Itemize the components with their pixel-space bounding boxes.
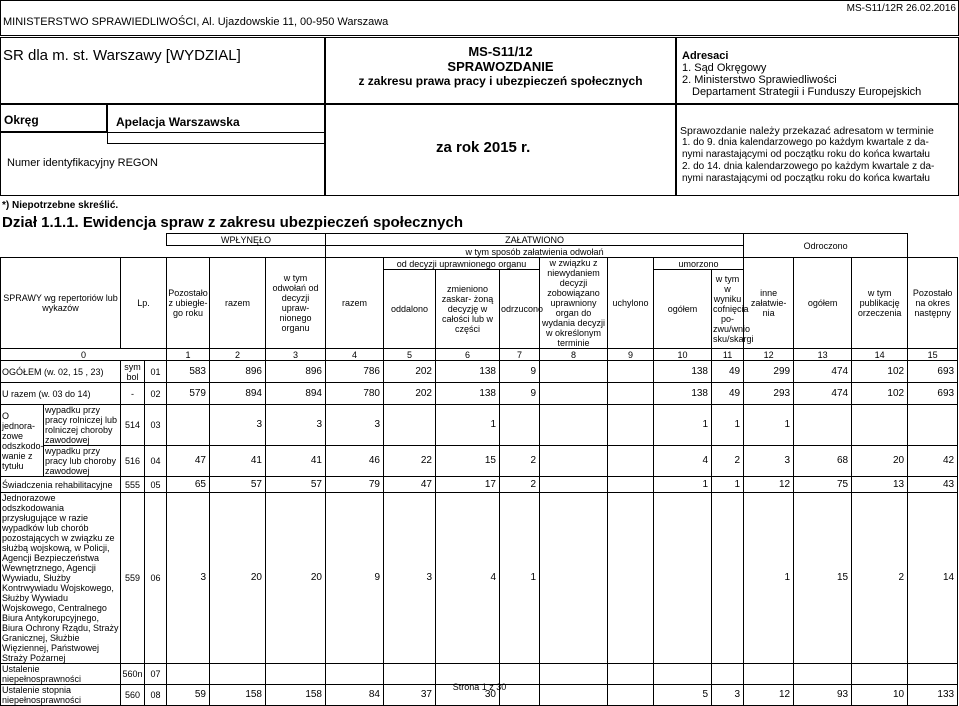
cell-value: 138 xyxy=(436,361,500,383)
cell-value: 474 xyxy=(794,361,852,383)
cell-value xyxy=(852,405,908,446)
cell-value: 57 xyxy=(266,477,326,493)
cell-value: 75 xyxy=(794,477,852,493)
cell-value: 1 xyxy=(500,493,540,664)
cell-value xyxy=(540,493,608,664)
col-lp: Lp. xyxy=(121,258,167,349)
col-number: 1 xyxy=(167,349,210,361)
cell-value: 133 xyxy=(908,685,958,706)
cell-value: 41 xyxy=(266,446,326,477)
col-odrzucono: odrzucono xyxy=(500,270,540,349)
cell-value: 17 xyxy=(436,477,500,493)
cell-value: 896 xyxy=(210,361,266,383)
cell-value xyxy=(794,405,852,446)
col-razem: razem xyxy=(210,258,266,349)
cell-value: 293 xyxy=(744,383,794,405)
cell-value: 42 xyxy=(908,446,958,477)
row-symbol: sym bol xyxy=(121,361,145,383)
report-year: za rok 2015 r. xyxy=(436,139,531,156)
okreg-box xyxy=(0,104,107,132)
col-od-decyzji: od decyzji uprawnionego organu xyxy=(384,258,540,270)
cell-value: 93 xyxy=(794,685,852,706)
appellate-name: Apelacja Warszawska xyxy=(116,115,240,129)
col-sprawy: SPRAWY wg repertoriów lub wykazów xyxy=(1,258,121,349)
col-pozostalo-next: Pozostało na okres następny xyxy=(908,258,958,349)
cell-value: 47 xyxy=(384,477,436,493)
row-symbol: 560n xyxy=(121,664,145,685)
col-number: 4 xyxy=(326,349,384,361)
data-table xyxy=(0,233,958,706)
cell-value: 3 xyxy=(167,493,210,664)
cell-value: 138 xyxy=(654,361,712,383)
cell-value: 41 xyxy=(210,446,266,477)
col-pozostalo-prev: Pozostało z ubiegłe- go roku xyxy=(167,258,210,349)
court-box xyxy=(0,37,325,104)
cell-value: 4 xyxy=(654,446,712,477)
regon-label: Numer identyfikacyjny REGON xyxy=(7,157,158,169)
report-title: SPRAWOZDANIE xyxy=(447,59,554,74)
col-number: 11 xyxy=(712,349,744,361)
row-lp: 08 xyxy=(145,685,167,706)
cell-value: 894 xyxy=(210,383,266,405)
cell-value: 780 xyxy=(326,383,384,405)
cell-value: 13 xyxy=(852,477,908,493)
deadline-2b: nymi narastającymi od początku roku do końca kwartału xyxy=(682,173,930,184)
row-label: Ustalenie niepełnosprawności xyxy=(1,664,121,685)
cell-value xyxy=(540,383,608,405)
table-row xyxy=(1,446,958,477)
col-wplynelo: WPŁYNĘŁO xyxy=(167,234,326,246)
cell-value: 65 xyxy=(167,477,210,493)
cell-value: 43 xyxy=(908,477,958,493)
col-number: 13 xyxy=(794,349,852,361)
column-number-row xyxy=(1,349,958,361)
cell-value: 583 xyxy=(167,361,210,383)
deadline-1b: nymi narastającymi od początku roku do końca kwartału xyxy=(682,149,930,160)
section-title: Dział 1.1.1. Ewidencja spraw z zakresu ubezpieczeń społecznych xyxy=(2,214,464,231)
cell-value: 84 xyxy=(326,685,384,706)
col-number: 8 xyxy=(540,349,608,361)
cell-value: 15 xyxy=(794,493,852,664)
cell-value: 202 xyxy=(384,383,436,405)
col-oddalono: oddalono xyxy=(384,270,436,349)
cell-value: 30 xyxy=(436,685,500,706)
cell-value: 5 xyxy=(654,685,712,706)
cell-value xyxy=(712,493,744,664)
cell-value: 59 xyxy=(167,685,210,706)
cell-value xyxy=(540,405,608,446)
row-symbol: 514 xyxy=(121,405,145,446)
cell-value: 46 xyxy=(326,446,384,477)
col-uchylono: uchylono xyxy=(608,258,654,349)
col-number: 0 xyxy=(1,349,167,361)
cell-value: 9 xyxy=(326,493,384,664)
year-box xyxy=(325,104,676,196)
cell-value xyxy=(608,477,654,493)
col-sposob: w tym sposób załatwienia odwołań xyxy=(326,246,744,258)
cell-value: 15 xyxy=(436,446,500,477)
col-number: 14 xyxy=(852,349,908,361)
col-number: 7 xyxy=(500,349,540,361)
cell-value: 2 xyxy=(500,477,540,493)
col-number: 12 xyxy=(744,349,794,361)
row-lp: 01 xyxy=(145,361,167,383)
cell-value xyxy=(608,383,654,405)
row-lp: 05 xyxy=(145,477,167,493)
row-label: OGÓŁEM (w. 02, 15 , 23) xyxy=(1,361,121,383)
okreg-label: Okręg xyxy=(4,113,39,127)
addressees-label: Adresaci xyxy=(682,50,729,62)
row-label: Jednorazowe odszkodowania przysługujące w razie wypadków lub chorób pozostających w związku ze służbą wojskową, w Policji, Agencji Bezpieczeństwa Wewnętrznego, Agencji Wywiadu, Służby Kontrwywiadu Wojskowego, Służby Wywiadu Wojskowego, Centralnego Biura Antykorupcyjnego, Biura Ochrony Rządu, Straży Granicznej, Służbie Więziennej, Państwowej Straży Pożarnej xyxy=(2,493,119,663)
cell-value: 9 xyxy=(500,383,540,405)
cell-value: 1 xyxy=(744,493,794,664)
cell-value xyxy=(608,446,654,477)
cell-value: 49 xyxy=(712,383,744,405)
report-title-box xyxy=(325,37,676,104)
cell-value xyxy=(384,405,436,446)
cell-value: 12 xyxy=(744,685,794,706)
row-label: wypadku przy pracy rolniczej lub rolniczej choroby zawodowej xyxy=(44,405,121,446)
row-lp: 02 xyxy=(145,383,167,405)
cell-value: 14 xyxy=(908,493,958,664)
cell-value: 68 xyxy=(794,446,852,477)
cell-value: 49 xyxy=(712,361,744,383)
cell-value: 20 xyxy=(852,446,908,477)
cell-value: 138 xyxy=(436,383,500,405)
cell-value: 894 xyxy=(266,383,326,405)
report-subtitle: z zakresu prawa pracy i ubezpieczeń społecznych xyxy=(358,74,643,88)
row-label: wypadku przy pracy lub choroby zawodowej xyxy=(44,446,121,477)
col-number: 10 xyxy=(654,349,712,361)
cell-value: 37 xyxy=(384,685,436,706)
col-zwiazku: w związku z niewydaniem decyzji zobowiązano uprawniony organ do wydania decyzji w określonym terminie xyxy=(540,258,608,349)
col-number: 15 xyxy=(908,349,958,361)
col-number: 3 xyxy=(266,349,326,361)
col-razem2: razem xyxy=(326,258,384,349)
cell-value: 579 xyxy=(167,383,210,405)
cell-value xyxy=(500,405,540,446)
addressee-2: 2. Ministerstwo Sprawiedliwości xyxy=(682,74,837,86)
cell-value: 10 xyxy=(852,685,908,706)
row-lp: 04 xyxy=(145,446,167,477)
cell-value: 3 xyxy=(266,405,326,446)
cell-value: 1 xyxy=(712,477,744,493)
cell-value: 47 xyxy=(167,446,210,477)
cell-value: 202 xyxy=(384,361,436,383)
col-number: 9 xyxy=(608,349,654,361)
cell-value: 3 xyxy=(744,446,794,477)
row-label: Ustalenie stopnia niepełnosprawności xyxy=(1,685,121,706)
cell-value: 1 xyxy=(744,405,794,446)
table-row xyxy=(1,493,958,664)
col-odroczono: Odroczono xyxy=(744,234,908,258)
cell-value: 102 xyxy=(852,361,908,383)
cell-value: 9 xyxy=(500,361,540,383)
report-id: MS-S11/12 xyxy=(468,44,533,59)
cell-value xyxy=(608,405,654,446)
group-label: O jednora- zowe odszkodo- wanie z tytułu xyxy=(1,405,44,477)
row-symbol: 555 xyxy=(121,477,145,493)
cell-value: 22 xyxy=(384,446,436,477)
row-lp: 06 xyxy=(145,493,167,664)
cell-value: 3 xyxy=(326,405,384,446)
row-symbol: 559 xyxy=(121,493,145,664)
cell-value xyxy=(908,405,958,446)
col-ogolem: ogółem xyxy=(654,270,712,349)
deadline-2a: 2. do 14. dnia kalendarzowego po każdym kwartale z da- xyxy=(682,161,935,172)
regon-box xyxy=(0,132,325,196)
col-wtym-cofniecia: w tym w wyniku cofnięcia po- zwu/wnio sku/skargi xyxy=(712,270,744,349)
row-lp: 07 xyxy=(145,664,167,685)
cell-value: 474 xyxy=(794,383,852,405)
cell-value xyxy=(654,493,712,664)
cell-value: 299 xyxy=(744,361,794,383)
deadline-box xyxy=(676,104,959,196)
cell-value: 158 xyxy=(266,685,326,706)
row-label: Świadczenia rehabilitacyjne xyxy=(1,477,121,493)
cell-value: 2 xyxy=(500,446,540,477)
col-zmieniono: zmieniono zaskar- żoną decyzję w całości lub w części xyxy=(436,270,500,349)
cell-value: 102 xyxy=(852,383,908,405)
col-umorzono: umorzono xyxy=(654,258,744,270)
table-row xyxy=(1,383,958,405)
col-wtym-odwolan: w tym odwołań od decyzji upraw- nionego organu xyxy=(266,258,326,349)
cell-value: 2 xyxy=(852,493,908,664)
deadline-1a: 1. do 9. dnia kalendarzowego po każdym kwartale z da- xyxy=(682,137,929,148)
cell-value xyxy=(167,405,210,446)
court-name: SR dla m. st. Warszawy [WYDZIAL] xyxy=(3,47,241,64)
table-row xyxy=(1,361,958,383)
col-number: 2 xyxy=(210,349,266,361)
form-code: MS-S11/12R 26.02.2016 xyxy=(846,3,956,14)
cell-value xyxy=(608,493,654,664)
col-inne: inne załatwie- nia xyxy=(744,258,794,349)
cell-value: 786 xyxy=(326,361,384,383)
cell-value: 79 xyxy=(326,477,384,493)
col-wtym-publikacje: w tym publikację orzeczenia xyxy=(852,258,908,349)
row-symbol: 516 xyxy=(121,446,145,477)
col-zalatwiono: ZAŁATWIONO xyxy=(326,234,744,246)
cell-value: 3 xyxy=(384,493,436,664)
cell-value xyxy=(540,477,608,493)
row-label: U razem (w. 03 do 14) xyxy=(1,383,121,405)
cell-value: 1 xyxy=(436,405,500,446)
cell-value: 693 xyxy=(908,361,958,383)
cell-value: 1 xyxy=(654,477,712,493)
ministry-address: MINISTERSTWO SPRAWIEDLIWOŚCI, Al. Ujazdowskie 11, 00-950 Warszawa xyxy=(3,16,389,28)
top-bar xyxy=(0,0,959,36)
col-ogolem2: ogółem xyxy=(794,258,852,349)
cell-value: 4 xyxy=(436,493,500,664)
cell-value xyxy=(540,446,608,477)
cell-value: 1 xyxy=(654,405,712,446)
note: *) Niepotrzebne skreślić. xyxy=(2,200,119,211)
cell-value: 20 xyxy=(210,493,266,664)
row-symbol: 560 xyxy=(121,685,145,706)
cell-value: 1 xyxy=(712,405,744,446)
addressee-2b: Departament Strategii i Funduszy Europejskich xyxy=(692,86,922,98)
cell-value: 158 xyxy=(210,685,266,706)
cell-value: 57 xyxy=(210,477,266,493)
col-number: 5 xyxy=(384,349,436,361)
cell-value xyxy=(608,361,654,383)
cell-value: 12 xyxy=(744,477,794,493)
cell-value xyxy=(540,361,608,383)
cell-value: 138 xyxy=(654,383,712,405)
deadline-title: Sprawozdanie należy przekazać adresatom w terminie xyxy=(680,125,934,137)
page-footer: Strona 1 z 30 xyxy=(452,682,507,692)
cell-value: 3 xyxy=(712,685,744,706)
row-lp: 03 xyxy=(145,405,167,446)
col-number: 6 xyxy=(436,349,500,361)
addressee-1: 1. Sąd Okręgowy xyxy=(682,62,767,74)
cell-value: 20 xyxy=(266,493,326,664)
table-row xyxy=(1,477,958,493)
cell-value: 3 xyxy=(210,405,266,446)
row-symbol: - xyxy=(121,383,145,405)
cell-value: 693 xyxy=(908,383,958,405)
cell-value: 896 xyxy=(266,361,326,383)
cell-value: 2 xyxy=(712,446,744,477)
table-row xyxy=(1,405,958,446)
addressees-box xyxy=(676,37,959,104)
